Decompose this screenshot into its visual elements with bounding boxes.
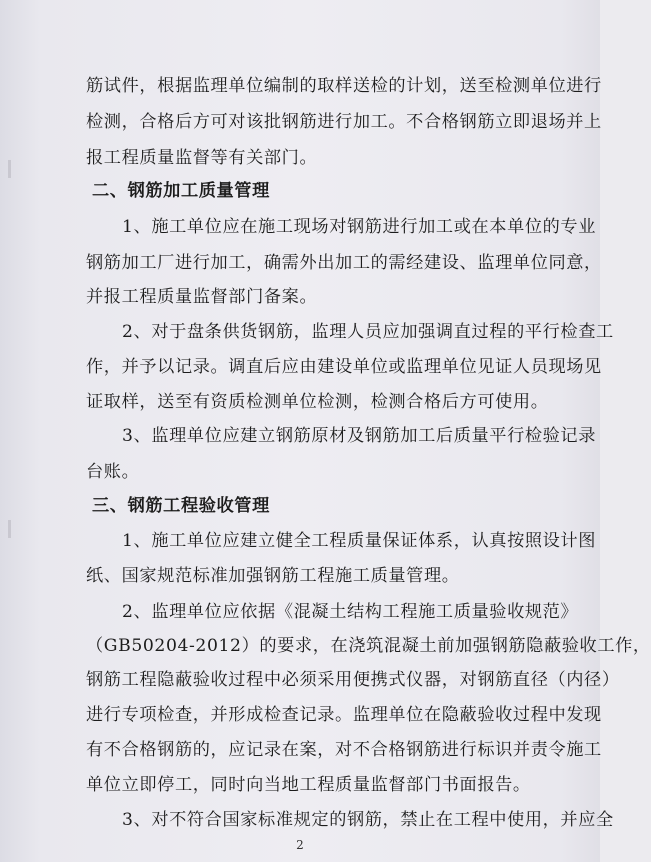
text-line: 钢筋工程隐蔽验收过程中必须采用便携式仪器，对钢筋直径（内径）	[86, 670, 620, 690]
paragraph-first-line: 3、对不符合国家标准规定的钢筋，禁止在工程中使用，并应全	[122, 810, 614, 830]
section-heading: 三、钢筋工程验收管理	[92, 496, 270, 516]
text-line: 作，并予以记录。调直后应由建设单位或监理单位见证人员现场见	[86, 357, 602, 377]
paragraph-first-line: 1、施工单位应建立健全工程质量保证体系，认真按照设计图	[122, 531, 597, 551]
page-number: 2	[296, 838, 304, 852]
text-line: 证取样，送至有资质检测单位检测，检测合格后方可使用。	[86, 392, 549, 412]
text-line: 有不合格钢筋的，应记录在案，对不合格钢筋进行标识并责令施工	[86, 740, 602, 760]
section-heading: 二、钢筋加工质量管理	[92, 181, 270, 201]
text-line: 筋试件，根据监理单位编制的取样送检的计划，送至检测单位进行	[86, 76, 602, 96]
text-line: （GB50204-2012）的要求，在浇筑混凝土前加强钢筋隐蔽验收工作，	[86, 636, 651, 656]
text-line: 并报工程质量监督部门备案。	[86, 287, 318, 307]
text-line: 单位立即停工，同时向当地工程质量监督部门书面报告。	[86, 775, 531, 795]
paragraph-first-line: 3、监理单位应建立钢筋原材及钢筋加工后质量平行检验记录	[122, 426, 597, 446]
text-line: 台账。	[86, 462, 140, 482]
text-line: 纸、国家规范标准加强钢筋工程施工质量管理。	[86, 566, 460, 586]
text-line: 进行专项检查，并形成检查记录。监理单位在隐蔽验收过程中发现	[86, 705, 602, 725]
paragraph-first-line: 2、监理单位应依据《混凝土结构工程施工质量验收规范》	[122, 602, 579, 622]
text-line: 钢筋加工厂进行加工，确需外出加工的需经建设、监理单位同意，	[86, 253, 602, 273]
paragraph-first-line: 2、对于盘条供货钢筋，监理人员应加强调直过程的平行检查工	[122, 322, 614, 342]
text-line: 报工程质量监督等有关部门。	[86, 148, 318, 168]
paragraph-first-line: 1、施工单位应在施工现场对钢筋进行加工或在本单位的专业	[122, 217, 597, 237]
text-line: 检测，合格后方可对该批钢筋进行加工。不合格钢筋立即退场并上	[86, 112, 602, 132]
